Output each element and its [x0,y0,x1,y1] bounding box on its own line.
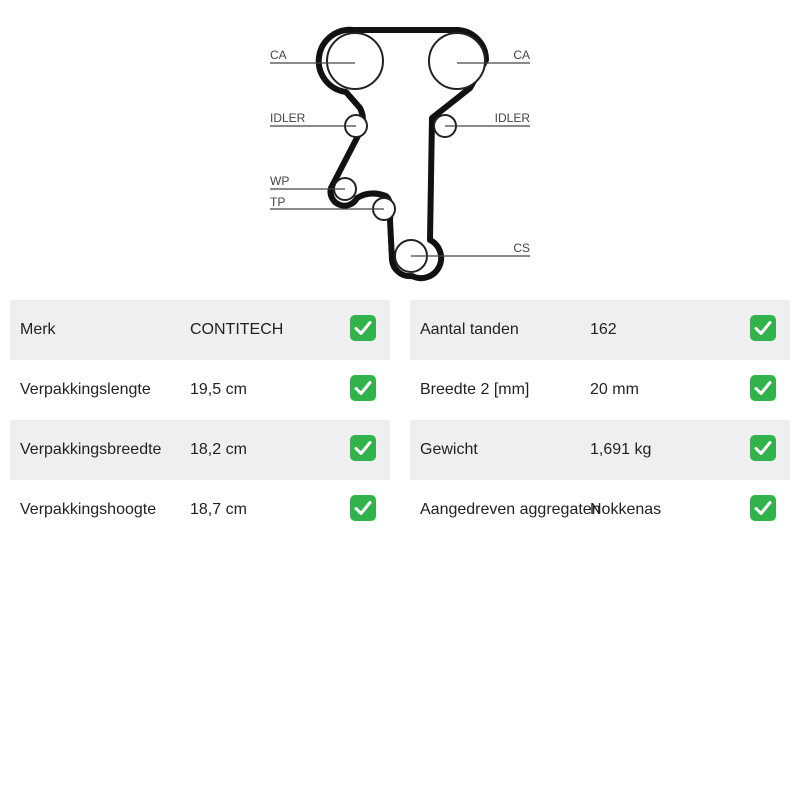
spec-row [10,420,390,480]
spec-value-package-width: 18,2 cm [190,441,247,458]
check-icon [350,375,376,401]
label-cs: CS [513,241,530,255]
label-wp: WP [270,174,290,188]
spec-label-weight: Gewicht [420,441,478,458]
spec-row [410,300,790,360]
spec-value-brand: CONTITECH [190,321,284,338]
check-icon [350,435,376,461]
label-tp: TP [270,195,286,209]
spec-label-package-length: Verpakkingslengte [20,381,151,398]
spec-row [10,300,390,360]
spec-row [10,360,390,420]
check-icon [750,315,776,341]
check-icon [750,435,776,461]
spec-row [410,420,790,480]
spec-value-package-length: 19,5 cm [190,381,247,398]
camshaft-left-pulley [327,33,383,89]
spec-row [410,360,790,420]
label-ca-right: CA [513,48,530,62]
spec-label-package-width: Verpakkingsbreedte [20,441,162,458]
check-icon [350,495,376,521]
spec-label-width-2: Breedte 2 [mm] [420,381,530,398]
check-icon [350,315,376,341]
spec-row [410,480,790,540]
check-icon [750,375,776,401]
spec-label-teeth-count: Aantal tanden [420,321,519,338]
spec-value-width-2: 20 mm [590,381,639,398]
spec-label-package-height: Verpakkingshoogte [20,501,157,518]
spec-value-package-height: 18,7 cm [190,501,247,518]
belt-routing-diagram [0,0,800,285]
spec-row [10,480,390,540]
spec-label-brand: Merk [20,321,56,338]
label-idler-right: IDLER [494,111,530,125]
spec-table-left [10,300,390,540]
spec-table-right [410,300,790,540]
check-icon [750,495,776,521]
spec-label-driven-units: Aangedreven aggregaten [420,501,601,518]
camshaft-right-pulley [429,33,485,89]
label-idler-left: IDLER [270,111,306,125]
label-ca-left: CA [270,48,287,62]
spec-value-weight: 1,691 kg [590,441,652,458]
spec-value-teeth-count: 162 [590,321,617,338]
spec-value-driven-units: Nokkenas [590,501,662,518]
